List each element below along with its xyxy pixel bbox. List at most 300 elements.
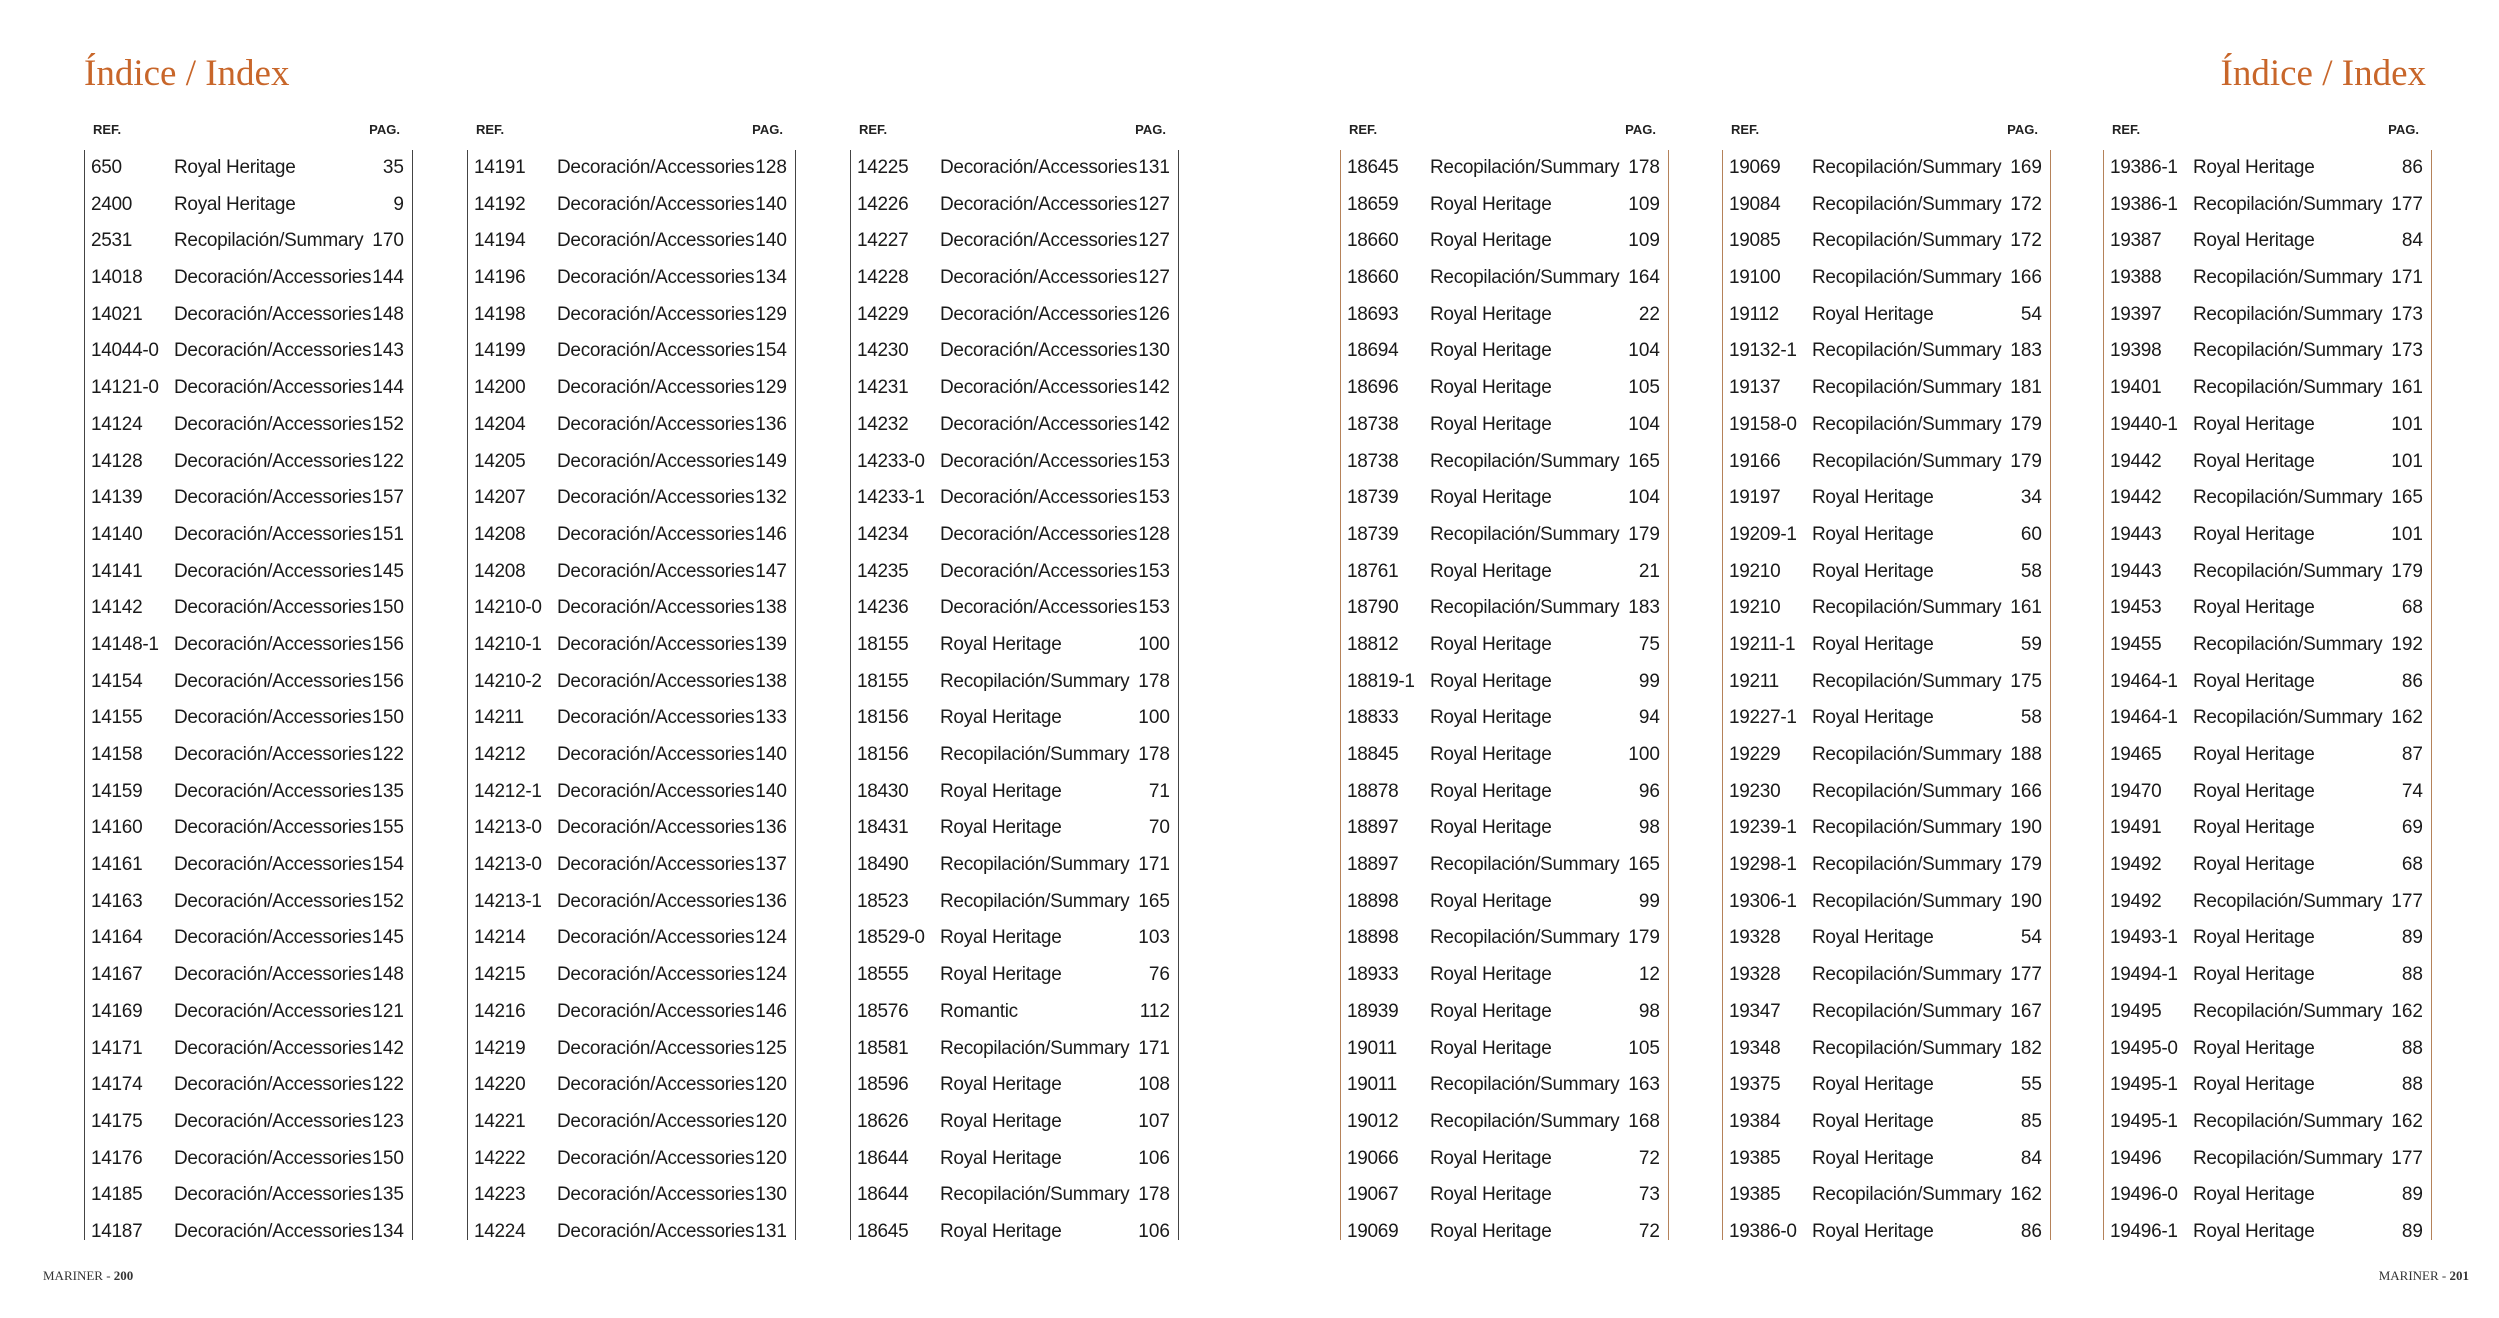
page-cell: 106 — [1138, 1147, 1170, 1169]
description-cell: Recopilación/Summary — [1812, 340, 2002, 362]
index-row — [85, 480, 412, 517]
ref-cell: 19442 — [2110, 450, 2162, 472]
page-cell: 179 — [2391, 560, 2423, 582]
description-cell: Recopilación/Summary — [1812, 854, 2002, 876]
index-row — [468, 1177, 795, 1214]
description-cell: Decoración/Accessories — [557, 303, 755, 325]
description-cell: Royal Heritage — [174, 157, 296, 178]
index-row — [85, 774, 412, 811]
description-cell: Royal Heritage — [1430, 890, 1552, 912]
description-cell: Decoración/Accessories — [174, 854, 372, 876]
index-row — [85, 590, 412, 627]
description-cell: Royal Heritage — [1430, 340, 1552, 362]
ref-cell: 19011 — [1347, 1074, 1397, 1096]
ref-cell: 14229 — [857, 303, 909, 325]
index-row — [1723, 333, 2050, 370]
ref-cell: 14196 — [474, 267, 526, 289]
page-cell: 136 — [755, 817, 787, 839]
ref-cell: 14187 — [91, 1220, 143, 1242]
description-cell: Royal Heritage — [940, 780, 1062, 802]
ref-cell: 18833 — [1347, 707, 1399, 729]
index-row — [1723, 407, 2050, 444]
description-cell: Decoración/Accessories — [174, 340, 372, 362]
page-cell: 22 — [1638, 303, 1660, 325]
description-cell: Recopilación/Summary — [1812, 780, 2002, 802]
description-cell: Recopilación/Summary — [1430, 597, 1620, 619]
index-row — [2104, 370, 2431, 407]
description-cell: Recopilación/Summary — [940, 1037, 1130, 1059]
index-row — [468, 517, 795, 554]
ref-cell: 14148-1 — [91, 633, 159, 655]
ref-cell: 14223 — [474, 1184, 526, 1206]
index-row — [468, 810, 795, 847]
page-cell: 145 — [372, 560, 404, 582]
ref-cell: 14128 — [91, 450, 143, 472]
index-row — [1341, 700, 1668, 737]
page-cell: 35 — [382, 157, 404, 178]
index-row — [2104, 737, 2431, 774]
ref-cell: 2531 — [91, 230, 133, 252]
description-cell: Decoración/Accessories — [557, 1074, 755, 1096]
ref-cell: 19012 — [1347, 1110, 1399, 1132]
index-row — [2104, 957, 2431, 994]
description-cell: Royal Heritage — [1430, 780, 1552, 802]
index-row — [851, 1031, 1178, 1068]
page-cell: 173 — [2391, 303, 2423, 325]
description-cell: Recopilación/Summary — [2193, 1147, 2383, 1169]
page-cell: 120 — [755, 1074, 787, 1096]
ref-cell: 18659 — [1347, 193, 1399, 215]
index-column-1 — [84, 118, 413, 1240]
page-cell: 101 — [2391, 523, 2423, 545]
ref-cell: 14207 — [474, 487, 526, 509]
ref-cell: 19464-1 — [2110, 707, 2178, 729]
description-cell: Decoración/Accessories — [174, 560, 372, 582]
page-cell: 101 — [2391, 413, 2423, 435]
index-row — [851, 957, 1178, 994]
column-body — [1722, 150, 2051, 1240]
index-row — [1723, 370, 2050, 407]
page-cell: 125 — [755, 1037, 787, 1059]
index-row — [1341, 187, 1668, 224]
description-cell: Royal Heritage — [2193, 230, 2315, 252]
index-row — [1723, 444, 2050, 481]
ref-cell: 19069 — [1347, 1220, 1399, 1242]
ref-cell: 18644 — [857, 1184, 909, 1206]
page-cell: 71 — [1148, 780, 1170, 802]
page-cell: 162 — [2391, 1110, 2423, 1132]
ref-cell: 19197 — [1729, 487, 1781, 509]
description-cell: Decoración/Accessories — [557, 1184, 755, 1206]
page-cell: 104 — [1628, 340, 1660, 362]
ref-cell: 19495-1 — [2110, 1074, 2178, 1096]
index-row — [851, 627, 1178, 664]
column-header — [850, 118, 1179, 150]
page-cell: 182 — [2010, 1037, 2042, 1059]
ref-cell: 19453 — [2110, 597, 2162, 619]
description-cell: Decoración/Accessories — [940, 193, 1138, 215]
footer-separator: - — [102, 1268, 114, 1283]
page-cell: 122 — [372, 1074, 404, 1096]
index-row — [2104, 187, 2431, 224]
index-row — [851, 994, 1178, 1031]
page-cell: 178 — [1138, 670, 1170, 692]
description-cell: Recopilación/Summary — [2193, 890, 2383, 912]
ref-cell: 14159 — [91, 780, 143, 802]
page-cell: 152 — [372, 890, 404, 912]
index-row — [1723, 1177, 2050, 1214]
index-row — [2104, 150, 2431, 187]
pag-header: PAG. — [1625, 122, 1656, 137]
description-cell: Decoración/Accessories — [557, 633, 755, 655]
page-cell: 166 — [2010, 267, 2042, 289]
page-cell: 145 — [372, 927, 404, 949]
ref-header: REF. — [93, 122, 122, 137]
page-cell: 98 — [1638, 1000, 1660, 1022]
ref-cell: 19386-0 — [1729, 1220, 1797, 1242]
description-cell: Decoración/Accessories — [557, 964, 755, 986]
description-cell: Royal Heritage — [1430, 744, 1552, 765]
page-cell: 140 — [755, 230, 787, 252]
index-row — [1341, 1214, 1668, 1251]
index-row — [85, 884, 412, 921]
index-row — [2104, 517, 2431, 554]
ref-cell: 19227-1 — [1729, 707, 1797, 729]
page-cell: 88 — [2401, 1037, 2423, 1059]
page-cell: 146 — [755, 523, 787, 545]
page-cell: 134 — [372, 1220, 404, 1242]
description-cell: Romantic — [940, 1000, 1018, 1022]
description-cell: Recopilación/Summary — [1812, 377, 2002, 399]
description-cell: Recopilación/Summary — [1812, 193, 2002, 215]
index-row — [85, 700, 412, 737]
column-body — [850, 150, 1179, 1240]
index-row — [85, 370, 412, 407]
page-cell: 190 — [2010, 890, 2042, 912]
description-cell: Recopilación/Summary — [1430, 927, 1620, 949]
index-row — [1341, 1031, 1668, 1068]
description-cell: Decoración/Accessories — [557, 927, 755, 949]
page-cell: 128 — [755, 157, 787, 178]
description-cell: Decoración/Accessories — [557, 267, 755, 289]
page-cell: 144 — [372, 267, 404, 289]
ref-cell: 19384 — [1729, 1110, 1781, 1132]
ref-cell: 14210-0 — [474, 597, 542, 619]
ref-cell: 14163 — [91, 890, 143, 912]
description-cell: Recopilación/Summary — [1812, 1000, 2002, 1022]
ref-cell: 18490 — [857, 854, 909, 876]
index-row — [468, 150, 795, 187]
index-row — [851, 480, 1178, 517]
index-row — [1341, 1104, 1668, 1141]
page-cell: 58 — [2020, 707, 2042, 729]
ref-cell: 14228 — [857, 267, 909, 289]
description-cell: Decoración/Accessories — [174, 1000, 372, 1022]
index-row — [1341, 480, 1668, 517]
page-cell: 153 — [1138, 450, 1170, 472]
description-cell: Royal Heritage — [1430, 303, 1552, 325]
index-row — [468, 957, 795, 994]
page-cell: 163 — [1628, 1074, 1660, 1096]
index-row — [851, 260, 1178, 297]
description-cell: Royal Heritage — [2193, 450, 2315, 472]
description-cell: Decoración/Accessories — [940, 487, 1138, 509]
index-row — [1723, 737, 2050, 774]
page-cell: 154 — [372, 854, 404, 876]
ref-cell: 14161 — [91, 854, 143, 876]
index-row — [468, 223, 795, 260]
page-cell: 60 — [2020, 523, 2042, 545]
index-row — [468, 297, 795, 334]
description-cell: Decoración/Accessories — [557, 597, 755, 619]
description-cell: Recopilación/Summary — [174, 230, 364, 252]
page-cell: 148 — [372, 964, 404, 986]
description-cell: Recopilación/Summary — [2193, 267, 2383, 289]
page-cell: 128 — [1138, 523, 1170, 545]
description-cell: Royal Heritage — [1812, 1147, 1934, 1169]
page-cell: 154 — [755, 340, 787, 362]
description-cell: Recopilación/Summary — [1812, 964, 2002, 986]
description-cell: Recopilación/Summary — [1430, 157, 1620, 178]
page-cell: 177 — [2391, 193, 2423, 215]
ref-cell: 14215 — [474, 964, 526, 986]
description-cell: Royal Heritage — [2193, 817, 2315, 839]
page-cell: 172 — [2010, 193, 2042, 215]
description-cell: Royal Heritage — [1812, 927, 1934, 949]
index-row — [85, 407, 412, 444]
ref-cell: 14141 — [91, 560, 143, 582]
page-cell: 179 — [1628, 927, 1660, 949]
index-row — [1341, 407, 1668, 444]
ref-cell: 19470 — [2110, 780, 2162, 802]
description-cell: Royal Heritage — [1812, 1220, 1934, 1242]
page-cell: 170 — [372, 230, 404, 252]
index-row — [1341, 260, 1668, 297]
description-cell: Royal Heritage — [940, 927, 1062, 949]
ref-cell: 19067 — [1347, 1184, 1399, 1206]
index-row — [1723, 884, 2050, 921]
page-cell: 181 — [2010, 377, 2042, 399]
ref-cell: 18739 — [1347, 487, 1399, 509]
ref-cell: 19211 — [1729, 670, 1779, 692]
page-cell: 178 — [1138, 1184, 1170, 1206]
description-cell: Royal Heritage — [2193, 597, 2315, 619]
description-cell: Royal Heritage — [1430, 633, 1552, 655]
page-cell: 69 — [2401, 817, 2423, 839]
page-cell: 134 — [755, 267, 787, 289]
page-cell: 84 — [2401, 230, 2423, 252]
index-row — [1723, 590, 2050, 627]
description-cell: Decoración/Accessories — [174, 670, 372, 692]
index-row — [468, 1214, 795, 1251]
index-row — [851, 223, 1178, 260]
page-cell: 142 — [372, 1037, 404, 1059]
index-row — [2104, 1067, 2431, 1104]
page-cell: 58 — [2020, 560, 2042, 582]
column-header — [84, 118, 413, 150]
ref-cell: 19495-0 — [2110, 1037, 2178, 1059]
ref-cell: 18431 — [857, 817, 909, 839]
page-cell: 55 — [2020, 1074, 2042, 1096]
description-cell: Recopilación/Summary — [2193, 633, 2383, 655]
ref-cell: 14231 — [857, 377, 909, 399]
page-cell: 54 — [2020, 303, 2042, 325]
page-cell: 105 — [1628, 1037, 1660, 1059]
index-row — [85, 810, 412, 847]
description-cell: Decoración/Accessories — [940, 450, 1138, 472]
description-cell: Decoración/Accessories — [940, 303, 1138, 325]
description-cell: Recopilación/Summary — [1430, 1074, 1620, 1096]
index-row — [1723, 1214, 2050, 1251]
ref-cell: 18430 — [857, 780, 909, 802]
ref-cell: 14204 — [474, 413, 526, 435]
page-cell: 165 — [1628, 450, 1660, 472]
ref-cell: 19066 — [1347, 1147, 1399, 1169]
pag-header: PAG. — [2388, 122, 2419, 137]
description-cell: Royal Heritage — [1430, 817, 1552, 839]
description-cell: Recopilación/Summary — [2193, 1110, 2383, 1132]
ref-cell: 19158-0 — [1729, 413, 1797, 435]
page-title-right: Índice / Index — [2220, 53, 2426, 94]
index-row — [2104, 700, 2431, 737]
index-row — [1341, 1177, 1668, 1214]
ref-cell: 14158 — [91, 744, 143, 765]
ref-cell: 18155 — [857, 670, 909, 692]
page-cell: 171 — [1138, 854, 1170, 876]
description-cell: Decoración/Accessories — [940, 340, 1138, 362]
index-row — [468, 664, 795, 701]
ref-cell: 18739 — [1347, 523, 1399, 545]
ref-cell: 18939 — [1347, 1000, 1399, 1022]
page-cell: 86 — [2401, 670, 2423, 692]
description-cell: Recopilación/Summary — [2193, 560, 2383, 582]
ref-cell: 19495-1 — [2110, 1110, 2178, 1132]
ref-cell: 19229 — [1729, 744, 1781, 765]
ref-cell: 14121-0 — [91, 377, 159, 399]
page-cell: 178 — [1628, 157, 1660, 178]
ref-cell: 18761 — [1347, 560, 1399, 582]
ref-cell: 19495 — [2110, 1000, 2162, 1022]
ref-cell: 14044-0 — [91, 340, 159, 362]
index-row — [1341, 223, 1668, 260]
ref-cell: 14219 — [474, 1037, 526, 1059]
index-row — [2104, 627, 2431, 664]
page-cell: 178 — [1138, 744, 1170, 765]
index-row — [2104, 1031, 2431, 1068]
page-cell: 124 — [755, 964, 787, 986]
ref-cell: 19239-1 — [1729, 817, 1797, 839]
page-cell: 98 — [1638, 817, 1660, 839]
description-cell: Royal Heritage — [2193, 927, 2315, 949]
description-cell: Royal Heritage — [2193, 744, 2315, 765]
ref-cell: 14235 — [857, 560, 909, 582]
page-cell: 177 — [2010, 964, 2042, 986]
index-row — [1341, 444, 1668, 481]
description-cell: Recopilación/Summary — [1812, 230, 2002, 252]
column-header — [1722, 118, 2051, 150]
description-cell: Decoración/Accessories — [174, 1184, 372, 1206]
index-row — [1723, 517, 2050, 554]
description-cell: Recopilación/Summary — [1812, 1184, 2002, 1206]
ref-cell: 18644 — [857, 1147, 909, 1169]
page-cell: 130 — [1138, 340, 1170, 362]
page-cell: 173 — [2391, 340, 2423, 362]
ref-cell: 19385 — [1729, 1184, 1781, 1206]
index-row — [468, 333, 795, 370]
ref-cell: 19494-1 — [2110, 964, 2178, 986]
footer-separator: - — [2438, 1268, 2450, 1283]
ref-cell: 14214 — [474, 927, 526, 949]
ref-cell: 14233-1 — [857, 487, 925, 509]
description-cell: Royal Heritage — [174, 193, 296, 215]
page-cell: 124 — [755, 927, 787, 949]
ref-cell: 14018 — [91, 267, 143, 289]
description-cell: Decoración/Accessories — [557, 854, 755, 876]
page-cell: 129 — [755, 303, 787, 325]
ref-cell: 19388 — [2110, 267, 2162, 289]
ref-cell: 19443 — [2110, 523, 2162, 545]
ref-cell: 14124 — [91, 413, 143, 435]
index-row — [85, 1141, 412, 1178]
ref-cell: 18155 — [857, 633, 909, 655]
ref-cell: 19465 — [2110, 744, 2162, 765]
description-cell: Decoración/Accessories — [940, 230, 1138, 252]
description-cell: Decoración/Accessories — [557, 890, 755, 912]
index-row — [85, 920, 412, 957]
page-cell: 138 — [755, 670, 787, 692]
ref-cell: 19464-1 — [2110, 670, 2178, 692]
ref-cell: 14191 — [474, 157, 526, 178]
description-cell: Decoración/Accessories — [174, 1110, 372, 1132]
page-cell: 54 — [2020, 927, 2042, 949]
page-cell: 151 — [372, 523, 404, 545]
ref-cell: 18933 — [1347, 964, 1399, 986]
description-cell: Decoración/Accessories — [940, 597, 1138, 619]
index-row — [468, 700, 795, 737]
description-cell: Royal Heritage — [2193, 1220, 2315, 1242]
index-row — [85, 333, 412, 370]
page-cell: 85 — [2020, 1110, 2042, 1132]
index-row — [85, 664, 412, 701]
description-cell: Decoración/Accessories — [557, 157, 755, 178]
index-row — [851, 920, 1178, 957]
pag-header: PAG. — [2007, 122, 2038, 137]
page-cell: 122 — [372, 744, 404, 765]
ref-cell: 14167 — [91, 964, 143, 986]
index-row — [1723, 297, 2050, 334]
footer-right — [2379, 1268, 2469, 1284]
description-cell: Royal Heritage — [1430, 193, 1552, 215]
description-cell: Royal Heritage — [940, 817, 1062, 839]
description-cell: Royal Heritage — [2193, 1074, 2315, 1096]
ref-cell: 19496-0 — [2110, 1184, 2178, 1206]
index-column-6 — [2103, 118, 2432, 1240]
index-row — [1723, 187, 2050, 224]
ref-header: REF. — [2112, 122, 2141, 137]
ref-cell: 19385 — [1729, 1147, 1781, 1169]
description-cell: Decoración/Accessories — [174, 450, 372, 472]
description-cell: Royal Heritage — [1430, 487, 1552, 509]
ref-cell: 14198 — [474, 303, 526, 325]
page-cell: 99 — [1638, 670, 1660, 692]
index-row — [851, 1067, 1178, 1104]
page-cell: 165 — [1138, 890, 1170, 912]
description-cell: Royal Heritage — [2193, 523, 2315, 545]
page-cell: 86 — [2401, 157, 2423, 178]
ref-cell: 19348 — [1729, 1037, 1781, 1059]
page-cell: 131 — [755, 1220, 787, 1242]
index-row — [1723, 554, 2050, 591]
